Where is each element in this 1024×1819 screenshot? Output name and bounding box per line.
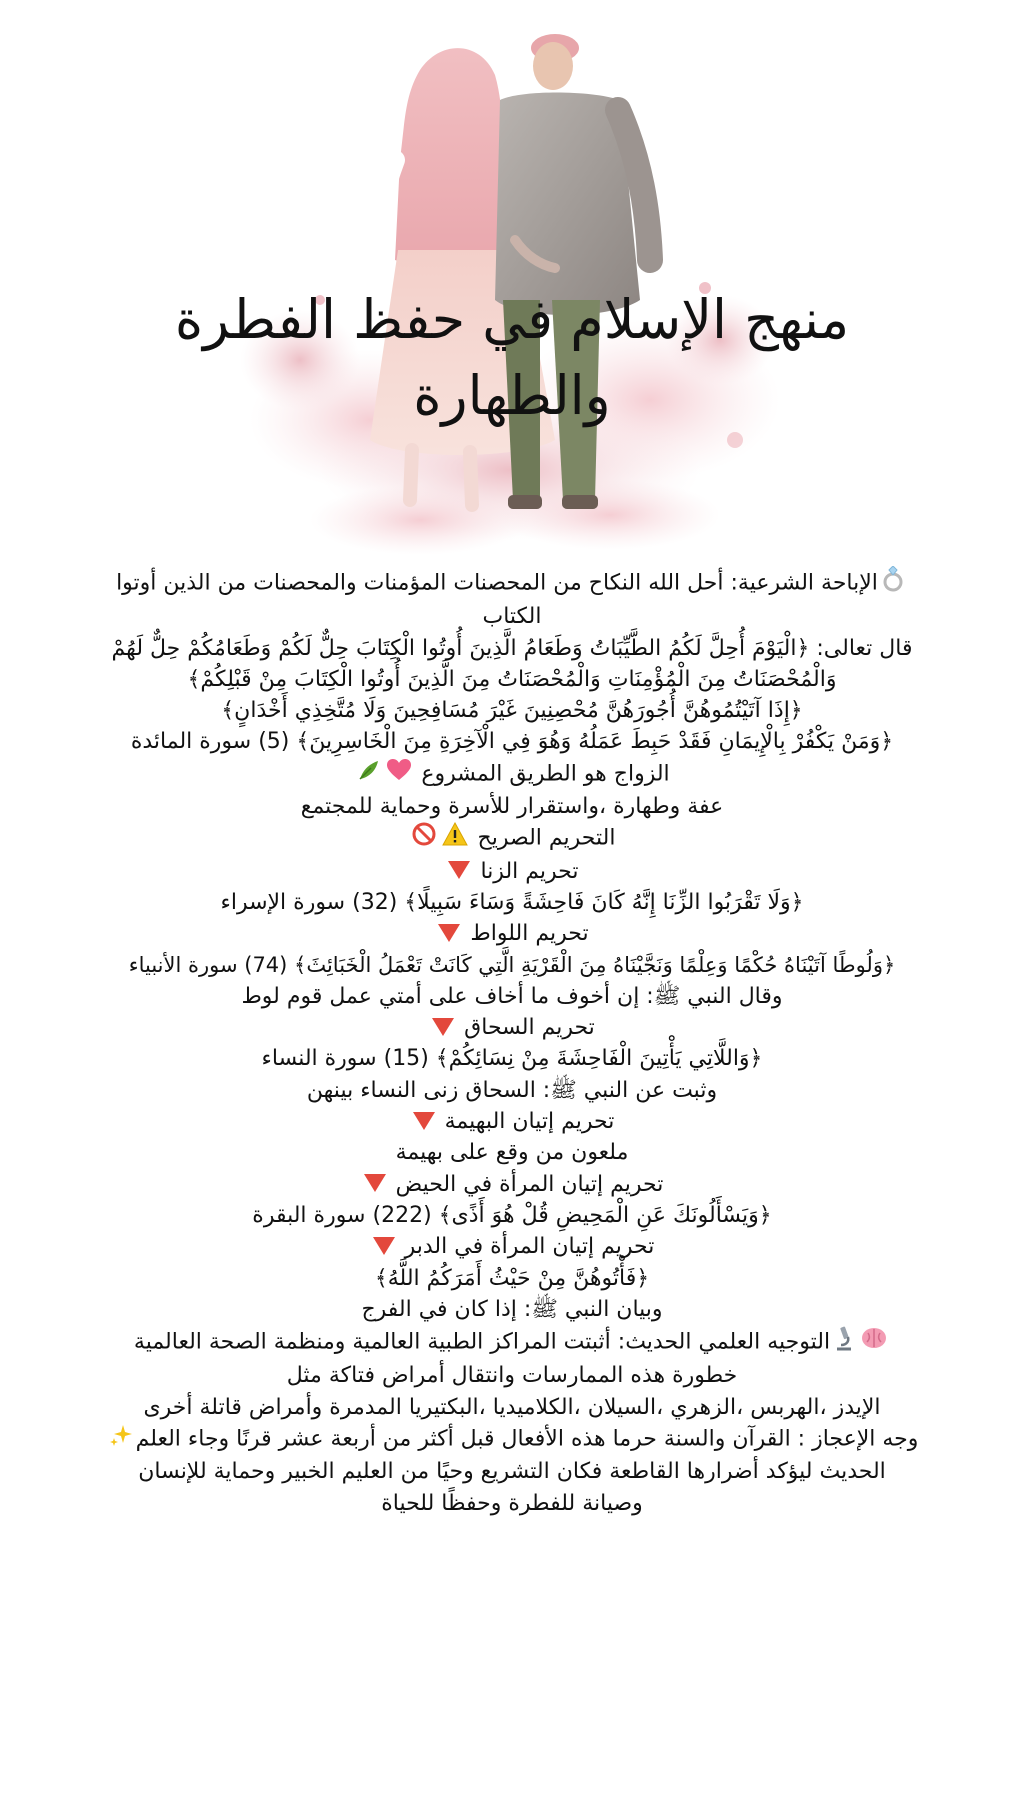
bahima-title (10, 1106, 1014, 1137)
ring-icon (881, 566, 905, 601)
red-triangle-icon (438, 924, 460, 942)
bahima-title-text: تحريم إتيان البهيمة (444, 1109, 615, 1135)
science-line-1 (10, 1325, 1014, 1360)
red-triangle-icon (432, 1018, 454, 1036)
zina-title-text: تحريم الزنا (480, 858, 579, 884)
prohibition-heading-text: التحريم الصريح (477, 826, 616, 852)
prohibition-heading (10, 822, 1014, 855)
sihaq-verse: ﴿وَاللَّاتِي يَأْتِينَ الْفَاحِشَةَ مِنْ نِسَائِكُمْ﴾ (15) سورة النساء (261, 1046, 763, 1072)
ibaha-verse-3: ﴿إِذَا آتَيْتُمُوهُنَّ أُجُورَهُنَّ مُحْصِنِينَ غَيْرَ مُسَافِحِينَ وَلَا مُتَّخِذِي أَخْدَانٍ﴾ (221, 698, 803, 724)
title-line-1: منهج الإسلام في حفظ الفطرة (174, 288, 850, 351)
microscope-icon (833, 1325, 855, 1360)
ibaha-verse-1: قال تعالى: ﴿الْيَوْمَ أُحِلَّ لَكُمُ الطَّيِّبَاتُ وَطَعَامُ الَّذِينَ أُوتُوا الْكِتَابَ حِلٌّ لَكُمْ وَطَعَامُكُمْ حِلٌّ لَهُمْ (111, 635, 913, 661)
hayd-title (10, 1169, 1014, 1200)
sihaq-hadith: وثبت عن النبي ﷺ: السحاق زنى النساء بينهن (306, 1077, 718, 1103)
liwat-verse: ﴿وَلُوطًا آتَيْنَاهُ حُكْمًا وَعِلْمًا وَنَجَّيْنَاهُ مِنَ الْقَرْيَةِ الَّتِي كَانَتْ تَعْمَلُ الْخَبَائِثَ﴾ (74) سورة الأنبياء (128, 952, 896, 977)
red-triangle-icon (448, 861, 470, 879)
red-triangle-icon (373, 1237, 395, 1255)
hero-illustration (0, 0, 1024, 560)
red-triangle-icon (413, 1112, 435, 1130)
dubur-title (10, 1231, 1014, 1262)
science-text-1: التوجيه العلمي الحديث: أثبتت المراكز الطبية العالمية ومنظمة الصحة العالمية (133, 1329, 831, 1355)
science-line-2: خطورة هذه الممارسات وانتقال أمراض فتاكة مثل (286, 1363, 738, 1389)
ibaha-text-1: الإباحة الشرعية: أحل الله النكاح من المحصنات المؤمنات والمحصنات من الذين أوتوا (116, 570, 878, 596)
zina-verse: ﴿وَلَا تَقْرَبُوا الزِّنَا إِنَّهُ كَانَ فَاحِشَةً وَسَاءَ سَبِيلًا﴾ (32) سورة الإسراء (220, 889, 804, 915)
couple-watercolor-illustration (0, 0, 1024, 560)
ibaha-verse-4: ﴿وَمَنْ يَكْفُرْ بِالْإِيمَانِ فَقَدْ حَبِطَ عَمَلُهُ وَهُوَ فِي الْآخِرَةِ مِنَ الْخَاسِرِينَ﴾ (5) سورة المائدة (130, 729, 894, 755)
leaf-icon (357, 758, 381, 791)
ibaha-intro (10, 566, 1014, 601)
liwat-title (10, 918, 1014, 949)
prohibited-icon (412, 822, 436, 855)
ijaz-line-2: الحديث ليؤكد أضرارها القاطعة فكان التشريع وحيًا من العليم الخبير وحماية للإنسان (138, 1459, 886, 1485)
sihaq-title-text: تحريم السحاق (464, 1015, 595, 1041)
science-line-3: الإيدز ،الهربس ،الزهري ،السيلان ،الكلاميديا ،البكتيريا المدمرة وأمراض قاتلة أخرى (143, 1394, 881, 1420)
hayd-title-text: تحريم إتيان المرأة في الحيض (395, 1171, 664, 1197)
liwat-hadith: وقال النبي ﷺ: إن أخوف ما أخاف على أمتي عمل قوم لوط (241, 983, 783, 1009)
title-line-2: والطهارة (413, 364, 611, 427)
marriage-heading-text: الزواج هو الطريق المشروع (421, 761, 670, 787)
marriage-heading (10, 758, 1014, 791)
dubur-hadith: وبيان النبي ﷺ: إذا كان في الفرج (361, 1296, 663, 1322)
zina-title (10, 856, 1014, 887)
sparkles-icon (109, 1423, 133, 1456)
liwat-title-text: تحريم اللواط (470, 921, 589, 947)
page-title (0, 282, 1024, 434)
article-body (10, 566, 1014, 1519)
heart-icon (387, 759, 411, 790)
sihaq-title (10, 1012, 1014, 1043)
ibaha-text-2: الكتاب (482, 604, 542, 630)
brain-icon (861, 1327, 887, 1358)
ibaha-verse-2: وَالْمُحْصَنَاتُ مِنَ الْمُؤْمِنَاتِ وَالْمُحْصَنَاتُ مِنَ الَّذِينَ أُوتُوا الْكِتَابَ مِنْ قَبْلِكُمْ﴾ (187, 666, 837, 692)
dubur-title-text: تحريم إتيان المرأة في الدبر (404, 1234, 655, 1260)
ijaz-text-1: وجه الإعجاز : القرآن والسنة حرما هذه الأفعال قبل أكثر من أربعة عشر قرنًا وجاء العلم (135, 1426, 919, 1452)
red-triangle-icon (364, 1174, 386, 1192)
marriage-text: عفة وطهارة ،واستقرار للأسرة وحماية للمجتمع (300, 794, 724, 820)
warning-icon (442, 822, 468, 855)
ijaz-line-1 (10, 1423, 1014, 1456)
bahima-text: ملعون من وقع على بهيمة (395, 1140, 629, 1166)
hayd-verse: ﴿وَيَسْأَلُونَكَ عَنِ الْمَحِيضِ قُلْ هُوَ أَذًى﴾ (222) سورة البقرة (252, 1202, 772, 1228)
ijaz-line-3: وصيانة للفطرة وحفظًا للحياة (381, 1490, 643, 1516)
dubur-verse: ﴿فَأْتُوهُنَّ مِنْ حَيْثُ أَمَرَكُمُ اللَّهُ﴾ (374, 1265, 650, 1291)
